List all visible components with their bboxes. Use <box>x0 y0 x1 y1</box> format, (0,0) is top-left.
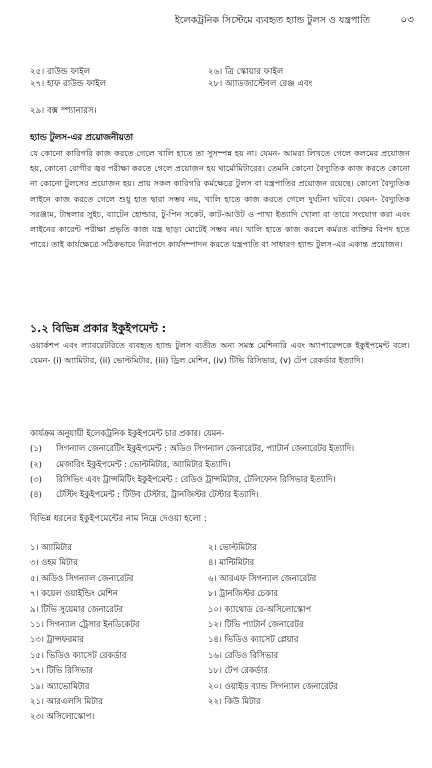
list-item: ১৬। রেডিও রিসিভার <box>208 649 279 660</box>
list-item: ১২। টিভি প্যাটার্ন জেনারেটর <box>208 619 304 630</box>
list-item: ২৫। রাউন্ড ফাইল <box>30 67 91 77</box>
equipment-names-intro: বিভিন্ন ধরনের ইকুইপমেন্টের নাম নিম্নে দেওয়া হলো : <box>30 514 207 524</box>
list-item: ৯। টিভি সুয়েমার জেনারেটর <box>30 603 123 614</box>
list-item: ২১। আরএলসি মিটার <box>30 696 103 707</box>
list-item: ১। অ্যামিটার <box>30 542 72 552</box>
list-item: (৩) রিসিভিং এবং ট্রান্সমিটিং ইকুইপমেন্ট : রেডিও ট্রান্সমিটার, টেলিফোন রিসিভার ইত্যাদি। <box>30 473 336 484</box>
list-item: ১০। ক্যাথোড রে-অসিলোস্কোপ <box>208 603 312 614</box>
list-item: ২৩। অসিলোস্কোপ। <box>30 711 95 722</box>
list-item: ১৯। অ্যাভোমিটার <box>30 680 90 691</box>
list-item: ২। ভোল্টমিটার <box>208 542 257 552</box>
list-item: ১৪। ভিডিও ক্যাসেট প্লেয়ার <box>208 634 299 645</box>
equipment-section-title: ১.২ বিভিন্ন প্রকার ইকুইপমেন্ট : <box>30 322 167 335</box>
page-number: ০৩ <box>400 14 414 26</box>
list-item: ৮। ট্রানজিস্টর চেকার <box>208 588 279 599</box>
running-title: ইলেকট্রনিক সিস্টেমে ব্যবহৃত হ্যান্ড টুলস ও যন্ত্রপাতি <box>174 15 370 26</box>
list-item: ২৮। অ্যাডজাস্টেবল রেঞ্জ এবং <box>208 79 313 90</box>
list-item: (১) সিগন্যাল জেনারেটিং ইকুইপমেন্ট : অডিও সিগন্যাল জেনারেটর, প্যাটার্ন জেনারেটর ইত্যাদি। <box>30 443 355 454</box>
list-item: ১৭। টিভি রিসিভার <box>30 665 94 676</box>
list-item: ২০। ওয়াইড ব্যান্ড সিগন্যাল জেনারেটর <box>208 680 338 691</box>
list-item: ৫। অডিও সিগন্যাল জেনারেটর <box>30 572 134 583</box>
list-item: ১৩। ট্রান্সফরমার <box>30 634 84 645</box>
list-item: ১৫। ভিডিও ক্যাসেট রেকর্ডার <box>30 649 127 660</box>
equipment-types <box>30 426 410 502</box>
tools-list <box>30 66 410 91</box>
hand-tools-heading: হ্যান্ড টুলস-এর প্রয়োজনীয়তা <box>30 133 134 143</box>
hand-tools-paragraph: যে কোনো কারিগরি কাজ করতে গেলে খালি হাতে তা সুসম্পন্ন হয় না। যেমন- আমরা লিখতে গেলে কলমের প্রয়োজন হয়, কোনো রোগীর জ্বর পরীক্ষা করতে গেলে প্রয়োজন হয় থার্মোমিটারের। তেমনি কোনো বৈদ্যুতিক কাজ করতে কোনো না কোনো টুলসের প্রয়োজন হয়। প্রায় সকল কারিগরি কর্মক্ষেত্রে টুলস বা যন্ত্রপাতির প্রয়োজন রয়েছে। কোনো বৈদ্যুতিক লাইনে কাজ করতে গেলে শুধু হাত দ্বারা সম্ভব নয়, খালি হাতে কাজ করতে গেলে দুর্ঘটনা ঘটবে। যেমন- বৈদ্যুতিক সরঞ্জাম, টাম্বলার সুইচ, ব্যাটেন হোল্ডার, টু-পিন সকেট, কাট-আউট ও পাখা ইত্যাদি খোলা বা তারে সংযোগ করা এবং লাইনের কারেন্ট পরীক্ষা প্রভৃতি কাজ যন্ত্র ছাড়া মোটেই সম্ভব নয়। খালি হাতে কাজ করলে কর্মরত ব্যক্তির বিপদ হতে পারে। তাই কার্যক্ষেত্রে সঠিকভাবে নিরাপদে কার্যসম্পাদন করতে যন্ত্রপাতি বা সাধারণ হ্যান্ড টুলস-এর একান্ত প্রয়োজন। <box>30 148 410 250</box>
list-item: ৩। ওহম মিটার <box>30 557 78 568</box>
equipment-names-list <box>30 540 410 725</box>
list-item: ২৯। বক্স স্প্যানারস। <box>30 106 97 116</box>
list-item: ১১। সিগন্যাল ট্রেসার ইনডিকেটর <box>30 619 140 630</box>
list-item: ২২। কিউ মিটার <box>208 696 261 707</box>
list-item: ৪। মাল্টিমিটার <box>208 557 255 568</box>
list-item: ১৮। টেপ রেকর্ডার <box>208 665 268 676</box>
page-header <box>0 14 432 28</box>
equipment-types-intro: কার্যক্রম অনুযায়ী ইলেকট্রনিক ইকুইপমেন্ট চার প্রকার। যেমন- <box>30 428 225 438</box>
list-item: ৭। কয়েল ওয়াইন্ডিং মেশিন <box>30 588 118 599</box>
list-item: (২) মেজারিং ইকুইপমেন্ট : ভোল্টমিটার, অ্যামিটার ইত্যাদি। <box>30 458 231 469</box>
equipment-intro: ওয়ার্কশপ এবং ল্যাবরেটরিতে ব্যবহৃত হ্যান্ড টুলস ব্যতীত অন্য সমস্ত মেশিনারি এবং অ্যাপারেন্সকে ইকুইপমেন্ট বলে। যেমন- (i) অ্যামিটার, (ii) ভোল্টমিটার, (iii) ড্রিল মেশিন, (iv) টিভি রিসিভার, (v) টেপ রেকর্ডার ইত্যাদি। <box>30 340 410 366</box>
list-item: ৬। আরএফ সিগন্যাল জেনারেটর <box>208 572 317 583</box>
list-item: (৪) টেস্টিং ইকুইপমেন্ট : টিউব টেস্টার, ট্রানজিস্টর টেস্টার ইত্যাদি। <box>30 489 259 500</box>
list-item: ২৭। হাফ রাউন্ড ফাইল <box>30 79 107 90</box>
list-item: ২৬। ত্রি স্কোয়ার ফাইল <box>208 67 284 77</box>
